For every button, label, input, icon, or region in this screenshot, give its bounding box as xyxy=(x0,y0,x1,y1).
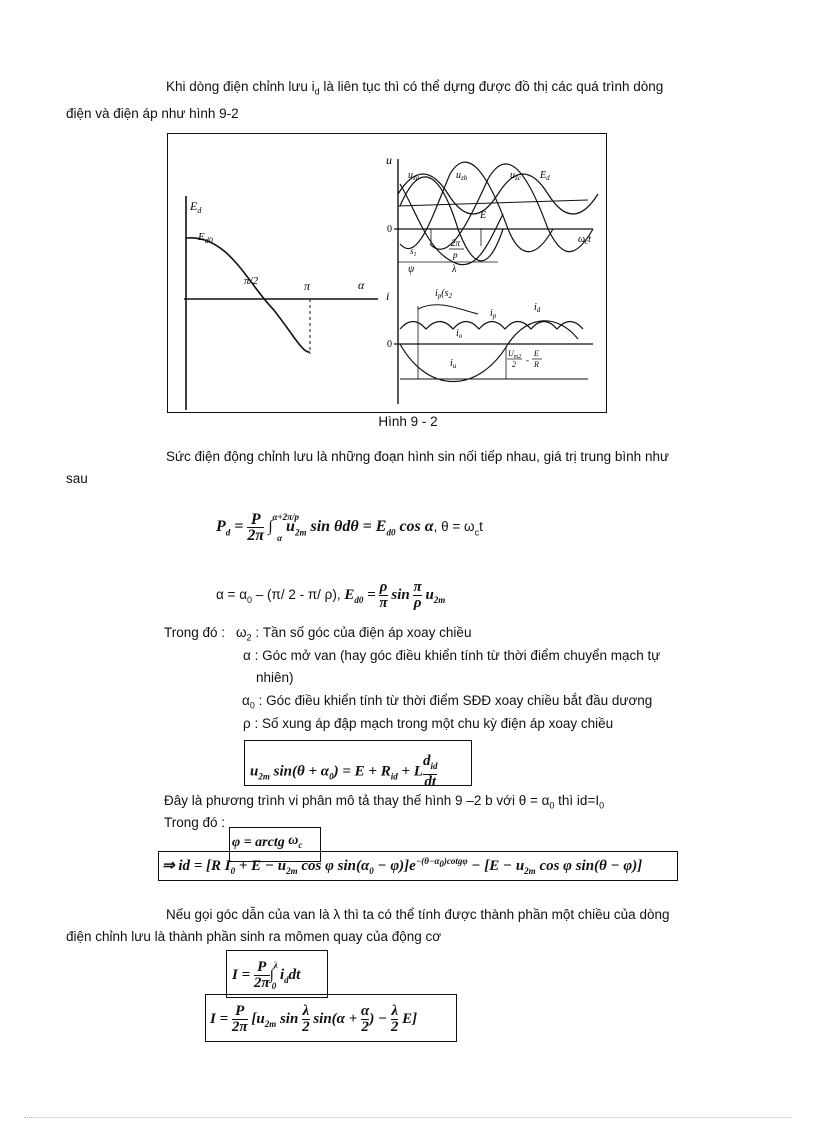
iu-label: $i_u$ xyxy=(450,358,457,370)
eq1-tail: , θ = ω xyxy=(433,519,475,535)
def-alpha0: $\alpha_0$ : Góc điều khiển tính từ thời điểm SĐĐ xoay chiều bắt đầu dương xyxy=(242,693,653,711)
two-label: 2 xyxy=(512,360,516,369)
uzb-label: $u_{zb}$ xyxy=(456,170,468,182)
lambda-label: λ xyxy=(452,264,457,275)
integral-equation: I = $\frac{P}{2\pi}$ ∫$^\lambda$0 $i_ddt$ xyxy=(232,959,301,991)
id-label: $i_d$ xyxy=(534,302,541,314)
left-ed-label: $E_d$ xyxy=(190,199,202,215)
ed-right-label: $E_d$ xyxy=(540,170,550,182)
paragraph-3: Đây là phương trình vi phân mô tả thay thế hình 9 –2 b với $\theta = \alpha_0$ thì $id=I_0$ xyxy=(164,793,605,811)
ip-s2-label: $i_p(s_2$ xyxy=(435,288,453,300)
paragraph-4: Trong đó : xyxy=(164,815,226,830)
footer-divider xyxy=(24,1117,792,1118)
solution-equation: ⇒ id = [R $I_0 + E - u_{2m}$ cos φ $\sin(\alpha_0 - \varphi)]e^{-(\theta-\alpha_0)cotg\varphi} - [E - u_{2m}$ cos φ sin(θ − φ)] xyxy=(162,856,643,876)
iu-curve xyxy=(400,321,578,382)
equation-alpha: $\alpha = \alpha_0 - (\pi/$ 2 - π/ ρ), $E_{d0}$ = $\frac{\rho}{\pi}$ sin $\frac{\pi}{\rho}$ $u_{2m}$ xyxy=(216,579,446,611)
uza-curve xyxy=(400,177,503,261)
zero-bottom-label: 0 xyxy=(387,339,392,350)
uzc-label: $u_{zc}$ xyxy=(510,170,521,182)
pi2-label: π/2 xyxy=(244,275,259,287)
intro-paragraph xyxy=(66,76,737,125)
e-label: E xyxy=(480,210,487,221)
def-alpha: α : Góc mở van (hay góc điều khiển tính từ thời điểm chuyển mạch tự xyxy=(243,648,661,663)
eq2-lead: α = α xyxy=(216,586,247,602)
frac-e-label: E xyxy=(534,349,539,358)
intro-text-2: điện và điện áp như hình 9-2 xyxy=(66,105,239,121)
phi-equation: φ = arctg $\omega_c$ xyxy=(232,833,303,850)
intro-text-1b: là liên tục thì có thể dựng được đồ thị các quá trình dòng xyxy=(319,79,664,94)
envelope xyxy=(398,174,598,214)
ip-label: $i_p$ xyxy=(490,308,497,320)
intro-text-1: Khi dòng điện chỉnh lưu i xyxy=(166,79,315,94)
twopi-label: 2π xyxy=(451,238,461,248)
uza-label: $u_{za}$ xyxy=(408,170,420,182)
ed-curve xyxy=(186,238,310,352)
figure-9-2 xyxy=(167,133,607,413)
result-equation: I = $\frac{P}{2\pi}$ [$u_{2m}$ sin $\frac{\lambda}{2}$ sin(α + $\frac{\alpha}{2}$ ) − $\frac{\lambda}{2}$ E] xyxy=(210,1003,418,1035)
equation-pd: $P_d$ = $\frac{P}{2\pi}$ ∫$^{\alpha+2\pi/p}$α $u_{2m}$ $\sin \theta d\theta = E_{d0}$ cos α, $\theta = \omega_ct$ xyxy=(216,511,483,544)
def-alpha-cont: nhiên) xyxy=(256,670,294,685)
para5-line2: điện chỉnh lưu là thành phần sinh ra mômen quay của động cơ xyxy=(66,929,442,944)
wt-top-label: $\omega_ct$ xyxy=(578,234,591,246)
zero-top-label: 0 xyxy=(387,224,392,235)
i-label: i xyxy=(386,289,390,303)
differential-equation: $u_{2m}$ $\sin(\theta + \alpha_0) = E + R_{id} + L$ $d_{id}$ dt xyxy=(250,753,438,790)
defs-title: Trong đó : xyxy=(164,625,226,640)
def-rho: ρ : Số xung áp đập mạch trong một chu kỳ điện áp xoay chiều xyxy=(243,716,614,731)
frac-r-label: R xyxy=(534,360,539,369)
def-omega: $\omega_2$ : Tần số góc của điện áp xoay chiều xyxy=(236,625,472,643)
u-label: u xyxy=(386,153,392,167)
para5-line1: Nếu gọi góc dẫn của van là λ thì ta có thể tính được thành phần một chiều của dòng xyxy=(166,907,670,922)
svg-text:-: - xyxy=(526,355,529,365)
um2-label: $U_{m2}$ xyxy=(508,349,522,360)
io-label: $i_o$ xyxy=(456,328,463,340)
paragraph-5 xyxy=(66,904,737,948)
figure-drawing xyxy=(168,134,606,412)
pi-label: π xyxy=(304,279,311,293)
para2-line2: sau xyxy=(66,471,88,486)
para2-line1: Sức điện động chỉnh lưu là những đoạn hình sin nối tiếp nhau, giá trị trung bình như xyxy=(166,449,669,464)
p-label: p xyxy=(453,250,458,260)
psi-label: ψ xyxy=(408,264,415,275)
intro-sub: d xyxy=(314,86,320,97)
paragraph-2 xyxy=(66,446,737,490)
figure-caption: Hình 9 - 2 xyxy=(378,414,438,429)
alpha-label: α xyxy=(358,278,365,292)
left-ed0-label: $E_{d0}$ xyxy=(198,231,213,245)
s1-label: $s_1$ xyxy=(410,246,417,258)
